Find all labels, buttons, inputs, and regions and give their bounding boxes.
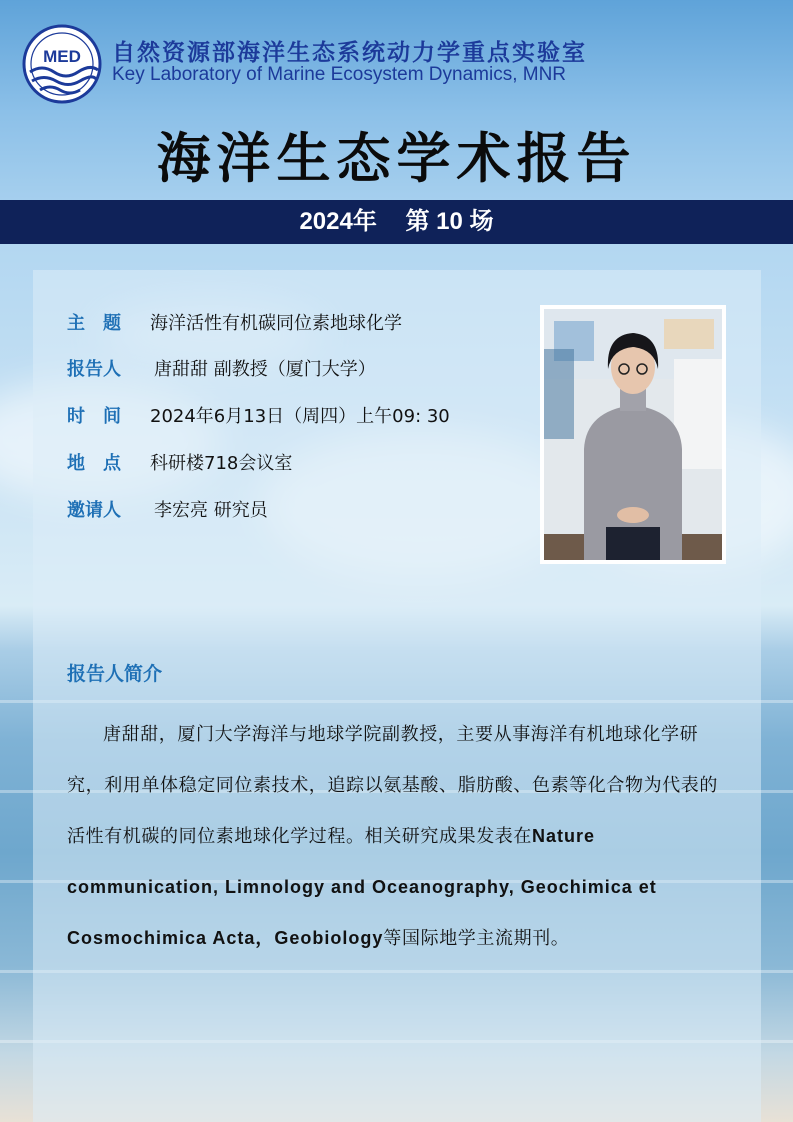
bio-text-2: 等国际地学主流期刊。 [383,928,570,949]
info-label: 报告人 [67,359,121,380]
page-title: 海洋生态学术报告 [156,126,637,190]
info-value: 唐甜甜 副教授（厦门大学） [154,359,376,380]
info-value: 李宏亮 研究员 [154,500,268,521]
info-label: 地 点 [67,453,121,474]
info-label: 邀请人 [67,500,121,521]
banner-session: 第 10 场 [405,208,494,235]
info-label: 时 间 [67,406,121,427]
info-label: 主 题 [67,313,121,334]
bio-paragraph [67,709,733,964]
logo-text: MED [43,47,81,66]
info-value: 海洋活性有机碳同位素地球化学 [150,313,402,334]
banner-year: 2024年 [299,208,377,235]
bio-heading: 报告人简介 [67,663,163,685]
speaker-photo-frame [540,305,726,564]
lab-name-english: Key Laboratory of Marine Ecosystem Dynamics, MNR [112,64,567,85]
info-value: 科研楼718会议室 [150,453,293,474]
bio-journals: Nature communication, Limnology and Oceanography, Geochimica et Cosmochimica Acta，Geobiology [67,826,657,948]
lab-name-chinese: 自然资源部海洋生态系统动力学重点实验室 [112,39,587,66]
info-value: 2024年6月13日（周四）上午09: 30 [150,406,450,427]
session-banner [0,200,793,244]
med-logo-icon [22,24,102,104]
speaker-photo [544,309,722,560]
bio-text-1: 唐甜甜，厦门大学海洋与地球学院副教授，主要从事海洋有机地球化学研究，利用单体稳定同位素技术，追踪以氨基酸、脂肪酸、色素等化合物为代表的活性有机碳的同位素地球化学过程。相关研究成果发表在 [67,724,718,847]
